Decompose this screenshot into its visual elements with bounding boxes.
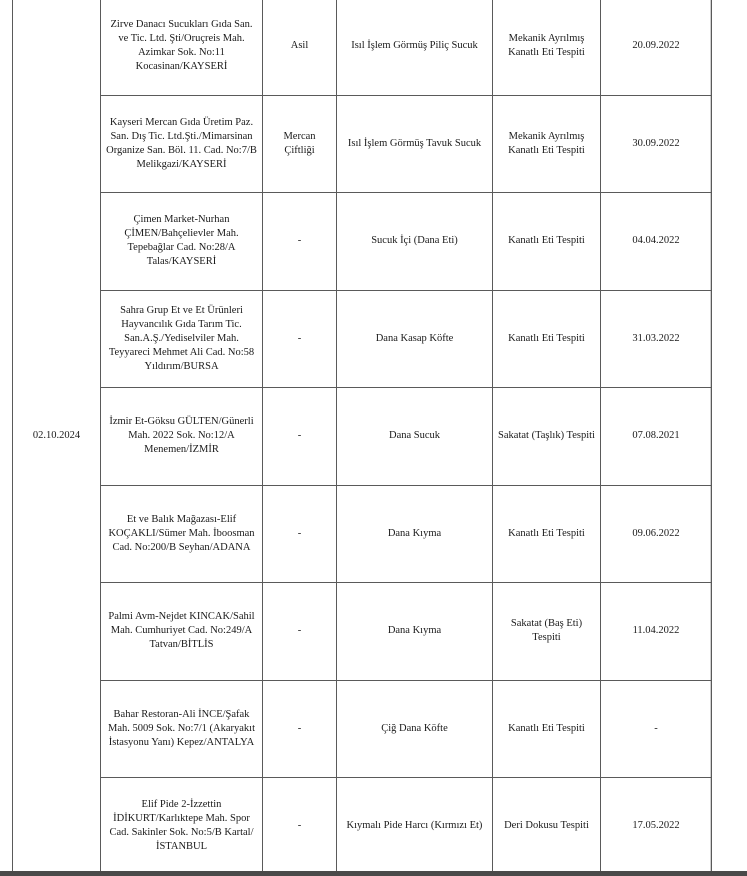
finding-cell: Kanatlı Eti Tespiti [493,290,601,388]
company-cell: Zirve Danacı Sucukları Gıda San. ve Tic. Ltd. Şti/Oruçreis Mah. Azimkar Sok. No:11 Kocasinan/KAYSERİ [101,0,263,95]
company-cell: Bahar Restoran-Ali İNCE/Şafak Mah. 5009 Sok. No:7/1 (Akaryakıt İstasyonu Yanı) Kepez/ANTALYA [101,680,263,778]
date-cell: 11.04.2022 [601,583,712,681]
brand-cell: - [263,290,337,388]
brand-cell: - [263,193,337,291]
brand-cell: - [263,583,337,681]
company-cell: Çimen Market-Nurhan ÇİMEN/Bahçelievler Mah. Tepebağlar Cad. No:28/A Talas/KAYSERİ [101,193,263,291]
finding-cell: Deri Dokusu Tespiti [493,778,601,876]
date-cell: 17.05.2022 [601,778,712,876]
finding-cell: Mekanik Ayrılmış Kanatlı Eti Tespiti [493,0,601,95]
table-row [13,290,712,388]
finding-cell: Kanatlı Eti Tespiti [493,680,601,778]
date-cell: 04.04.2022 [601,193,712,291]
product-cell: Kıymalı Pide Harcı (Kırmızı Et) [337,778,493,876]
brand-cell: Mercan Çiftliği [263,95,337,193]
table-row [13,583,712,681]
brand-cell: - [263,778,337,876]
brand-cell: - [263,485,337,583]
table-row [13,388,712,486]
product-cell: Sucuk İçi (Dana Eti) [337,193,493,291]
company-cell: İzmir Et-Göksu GÜLTEN/Günerli Mah. 2022 Sok. No:12/A Menemen/İZMİR [101,388,263,486]
product-cell: Dana Kasap Köfte [337,290,493,388]
brand-cell: - [263,680,337,778]
company-cell: Kayseri Mercan Gıda Üretim Paz. San. Dış Tic. Ltd.Şti./Mimarsinan Organize San. Böl. 11. Cad. No:7/B Melikgazi/KAYSERİ [101,95,263,193]
date-cell: 07.08.2021 [601,388,712,486]
announcement-date: 02.10.2024 [13,0,101,875]
date-cell: 31.03.2022 [601,290,712,388]
brand-cell: - [263,388,337,486]
table-row [13,0,712,95]
date-cell: 09.06.2022 [601,485,712,583]
table-row [13,485,712,583]
product-cell: Çiğ Dana Köfte [337,680,493,778]
product-cell: Dana Kıyma [337,485,493,583]
page-right-margin [710,0,747,876]
date-cell: 30.09.2022 [601,95,712,193]
product-cell: Isıl İşlem Görmüş Tavuk Sucuk [337,95,493,193]
table-row [13,95,712,193]
date-cell: 20.09.2022 [601,0,712,95]
company-cell: Sahra Grup Et ve Et Ürünleri Hayvancılık Gıda Tarım Tic. San.A.Ş./Yediselviler Mah. Teyyareci Mehmet Ali Cad. No:58 Yıldırım/BURSA [101,290,263,388]
brand-cell: Asil [263,0,337,95]
finding-cell: Kanatlı Eti Tespiti [493,485,601,583]
bottom-border-bar [0,871,747,876]
company-cell: Elif Pide 2-İzzettin İDİKURT/Karlıktepe Mah. Spor Cad. Sakinler Sok. No:5/B Kartal/İSTANBUL [101,778,263,876]
finding-cell: Sakatat (Baş Eti) Tespiti [493,583,601,681]
table-row [13,680,712,778]
company-cell: Palmi Avm-Nejdet KINCAK/Sahil Mah. Cumhuriyet Cad. No:249/A Tatvan/BİTLİS [101,583,263,681]
table-row [13,778,712,876]
product-cell: Dana Sucuk [337,388,493,486]
product-cell: Isıl İşlem Görmüş Piliç Sucuk [337,0,493,95]
finding-cell: Sakatat (Taşlık) Tespiti [493,388,601,486]
date-cell: - [601,680,712,778]
product-cell: Dana Kıyma [337,583,493,681]
company-cell: Et ve Balık Mağazası-Elif KOÇAKLI/Sümer Mah. İboosman Cad. No:200/B Seyhan/ADANA [101,485,263,583]
table-row [13,193,712,291]
food-fraud-table [12,0,712,876]
finding-cell: Mekanik Ayrılmış Kanatlı Eti Tespiti [493,95,601,193]
finding-cell: Kanatlı Eti Tespiti [493,193,601,291]
